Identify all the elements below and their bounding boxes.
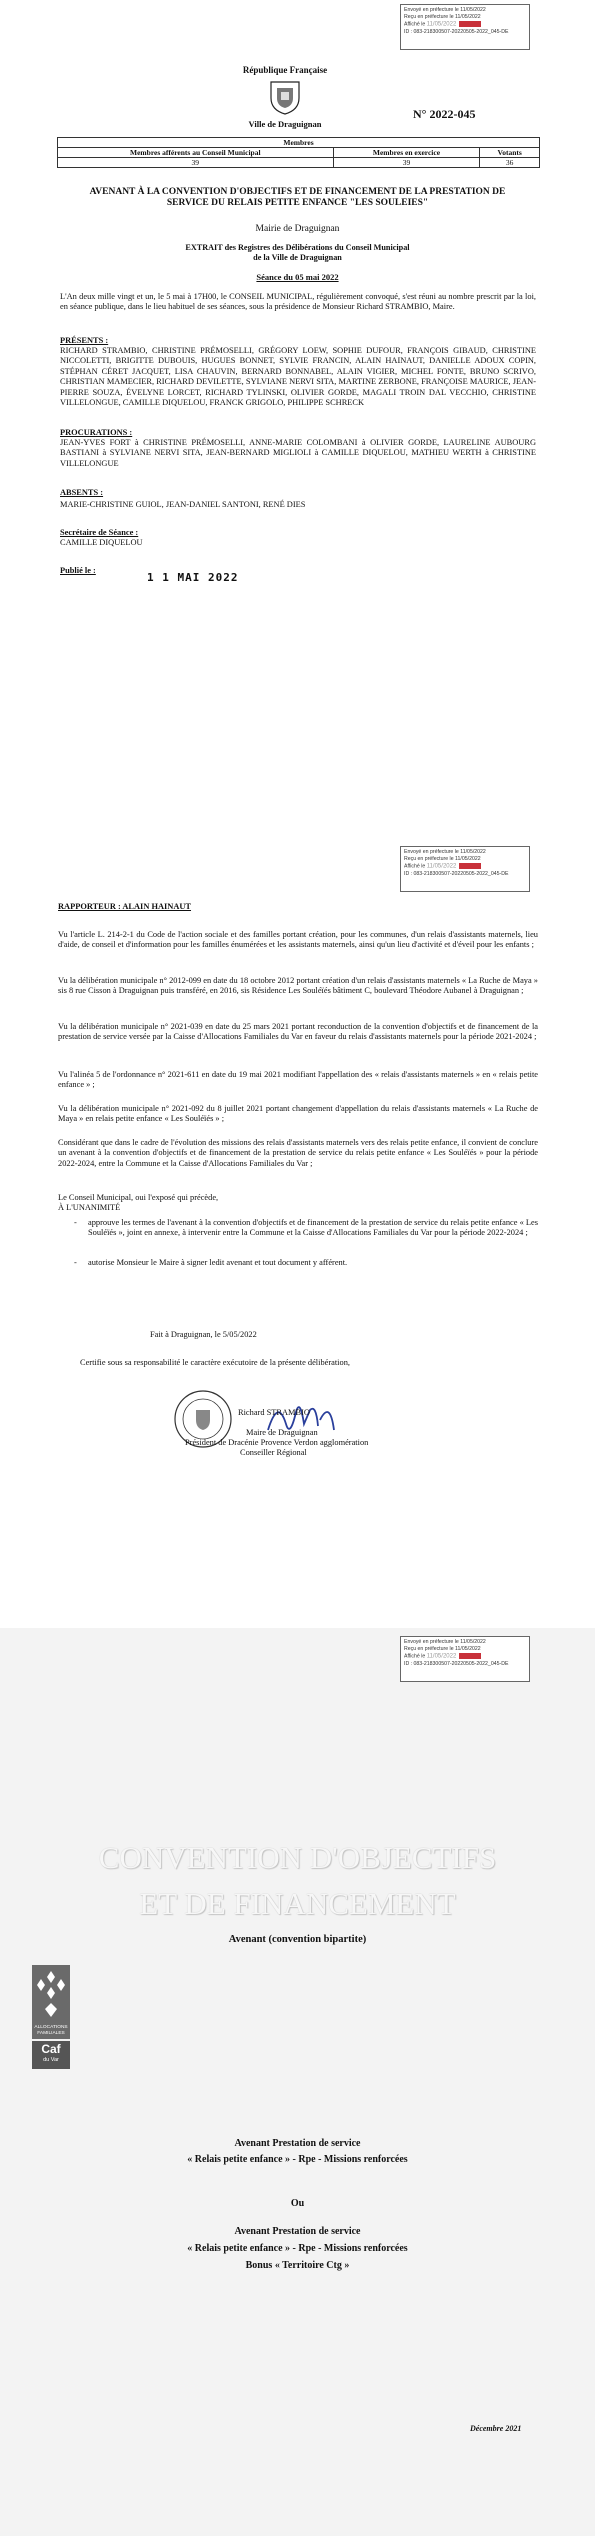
signatory-role: Conseiller Régional bbox=[240, 1448, 307, 1457]
avenant-line: Bonus « Territoire Ctg » bbox=[245, 2260, 350, 2271]
stamp-line: ID : 083-218300507-20220505-2022_045-DE bbox=[404, 870, 509, 877]
signatory-role: Président de Dracénie Provence Verdon agglomération bbox=[185, 1438, 369, 1447]
members-title: Membres bbox=[58, 138, 540, 148]
convention-title: CONVENTION D'OBJECTIFS bbox=[98, 1840, 497, 1875]
stamp-line: Affiché le bbox=[404, 1653, 426, 1660]
stamp-line: Envoyé en préfecture le 11/05/2022 bbox=[404, 849, 486, 855]
vu-paragraph: Vu la délibération municipale n° 2012-099 en date du 18 octobre 2012 portant création d'un relais d'assistants maternels « La Ruche de Maya » sis 8 rue Cisson à Draguignan puis transféré, en 2016, sis Résidence Les Souléïés bâtiment C, boulevard Théodore Aubanel à Draguignan ; bbox=[58, 976, 538, 996]
stamp-line: Envoyé en préfecture le 11/05/2022 bbox=[404, 1639, 486, 1645]
conseil-line: Le Conseil Municipal, oui l'exposé qui précède, bbox=[58, 1193, 219, 1202]
decision-item: autorise Monsieur le Maire à signer ledit avenant et tout document y afférent. bbox=[88, 1258, 348, 1267]
convention-cover-page bbox=[0, 1628, 595, 2536]
presents-heading: PRÉSENTS : bbox=[60, 336, 109, 345]
publie-heading: Publié le : bbox=[60, 566, 96, 575]
stamp-line: Affiché le bbox=[404, 863, 426, 870]
stamp-badge bbox=[459, 1653, 481, 1659]
bullet-dash: - bbox=[74, 1258, 77, 1267]
absents-heading: ABSENTS : bbox=[60, 488, 104, 497]
members-value: 36 bbox=[480, 158, 540, 168]
stamp-ghost-date: 11/05/2022 bbox=[426, 21, 457, 28]
caf-text: FAMILIALES bbox=[37, 2031, 65, 2036]
avenant-or: Ou bbox=[290, 2198, 305, 2209]
extrait-line: de la Ville de Draguignan bbox=[253, 253, 342, 262]
convention-title: ET DE FINANCEMENT bbox=[139, 1886, 456, 1921]
avenant-line: Avenant Prestation de service bbox=[234, 2138, 361, 2149]
members-value: 39 bbox=[333, 158, 480, 168]
avenant-line: « Relais petite enfance » - Rpe - Missions renforcées bbox=[187, 2243, 408, 2254]
stamp-ghost-date: 11/05/2022 bbox=[426, 1653, 457, 1660]
bullet-dash: - bbox=[74, 1218, 77, 1227]
avenant-line: Avenant Prestation de service bbox=[234, 2226, 361, 2237]
certifie-line: Certifie sous sa responsabilité le caractère exécutoire de la présente délibération, bbox=[80, 1358, 350, 1367]
seance-date: Séance du 05 mai 2022 bbox=[256, 272, 339, 282]
stamp-badge bbox=[459, 21, 481, 27]
caf-logo bbox=[32, 1965, 70, 2075]
fait-line: Fait à Draguignan, le 5/05/2022 bbox=[150, 1330, 257, 1339]
signatory-name: Richard STRAMBIO bbox=[238, 1408, 310, 1417]
extrait-line: EXTRAIT des Registres des Délibérations du Conseil Municipal bbox=[185, 243, 410, 252]
unanimite-line: À L'UNANIMITÉ bbox=[58, 1203, 121, 1212]
mairie-label: Mairie de Draguignan bbox=[255, 224, 340, 234]
signatory-role: Maire de Draguignan bbox=[246, 1428, 318, 1437]
deliberation-number: N° 2022-045 bbox=[413, 107, 476, 121]
stamp-line: Affiché le bbox=[404, 21, 426, 28]
secretaire-heading: Secrétaire de Séance : bbox=[60, 528, 139, 537]
vu-paragraph: Vu la délibération municipale n° 2021-092 du 8 juillet 2021 portant changement d'appellation du relais d'assistants maternels « La Ruche de Maya » en relais petite enfance « Les Souléïés » ; bbox=[58, 1104, 538, 1124]
avenant-line: « Relais petite enfance » - Rpe - Missions renforcées bbox=[187, 2154, 408, 2165]
members-col-header: Membres afférents au Conseil Municipal bbox=[58, 148, 334, 158]
stamp-line: Envoyé en préfecture le 11/05/2022 bbox=[404, 7, 486, 13]
presents-list: RICHARD STRAMBIO, CHRISTINE PRÉMOSELLI, GRÉGORY LOEW, SOPHIE DUFOUR, FRANÇOIS GIBAUD, CHRISTINE NICCOLETTI, BRIGITTE DUBOUIS, HUGUES BONNET, SYLVIE FRANCIN, ALAIN HAINAUT, DANIELLE ADOUX COPIN, STÉPHAN CÉRET JACQUET, LISA CHAUVIN, BERNARD BONNABEL, ALAIN VIGIER, MICHEL FONTE, BRUNO SCRIVO, CHRISTIAN MAMECIER, RICHARD DEVILETTE, SYLVIANE NERVI SITA, MARTINE ZERBONE, FRANÇOISE MAURICE, JEAN-PIERRE SOUZA, ÉVELYNE LORCET, RICHARD TYLINSKI, OLIVIER GORDE, MAGALI TROIN DAL VECCHIO, CHRISTINE VILLELONGUE, CAMILLE DIQUELOU, FRANCK GRIGOLO, PHILIPPE SCHRECK bbox=[60, 346, 536, 408]
members-col-header: Membres en exercice bbox=[333, 148, 480, 158]
stamp-line: Reçu en préfecture le 11/05/2022 bbox=[404, 856, 481, 863]
republic-label: République Française bbox=[242, 65, 328, 75]
vu-paragraph: Vu l'alinéa 5 de l'ordonnance n° 2021-611 en date du 19 mai 2021 modifiant l'appellation des « relais d'assistants maternels » en « relais petite enfance » ; bbox=[58, 1070, 538, 1090]
caf-region: du Var bbox=[43, 2057, 59, 2063]
members-table bbox=[57, 137, 540, 168]
stamp-line: ID : 083-218300507-20220505-2022_045-DE bbox=[404, 28, 509, 35]
secretaire-name: CAMILLE DIQUELOU bbox=[60, 538, 143, 547]
absents-list: MARIE-CHRISTINE GUIOL, JEAN-DANIEL SANTONI, RENÉ DIES bbox=[60, 500, 306, 509]
city-crest-icon bbox=[268, 78, 302, 116]
stamp-line: Reçu en préfecture le 11/05/2022 bbox=[404, 14, 481, 21]
caf-emblem-icon bbox=[32, 1965, 70, 2023]
members-value: 39 bbox=[58, 158, 334, 168]
caf-name: Caf bbox=[41, 2042, 61, 2056]
considerant-paragraph: Considérant que dans le cadre de l'évolution des missions des relais d'assistants maternels vers des relais petite enfance, il convient de conclure un avenant à la convention d'objectifs et de financement de la prestation de service du relais petite enfance « Les Souléïés » pour la période 2022-2024, entre la Commune et la Caisse d'Allocations Familiales du Var ; bbox=[58, 1138, 538, 1168]
stamp-line: ID : 083-218300507-20220505-2022_045-DE bbox=[404, 1660, 509, 1667]
stamp-badge bbox=[459, 863, 481, 869]
stamp-ghost-date: 11/05/2022 bbox=[426, 863, 457, 870]
vu-paragraph: Vu la délibération municipale n° 2021-039 en date du 25 mars 2021 portant reconduction de la convention d'objectifs et de financement de la prestation de service versée par la Caisse d'Allocations Familiales du Var en faveur du relais d'assistants maternels pour la période 2021-2024 ; bbox=[58, 1022, 538, 1042]
convention-subtitle: Avenant (convention bipartite) bbox=[228, 1934, 367, 1945]
members-col-header: Votants bbox=[480, 148, 540, 158]
prefecture-stamp bbox=[400, 846, 530, 892]
document-date: Décembre 2021 bbox=[470, 2424, 522, 2433]
rapporteur-label: RAPPORTEUR : ALAIN HAINAUT bbox=[58, 902, 192, 911]
decision-item: approuve les termes de l'avenant à la convention d'objectifs et de financement de la prestation de service du relais petite enfance « Les Souléïés », joint en annexe, à intervenir entre la Commune et la Caisse d'Allocations Familiales du Var pour la période 2022-2024 ; bbox=[88, 1218, 538, 1238]
procurations-heading: PROCURATIONS : bbox=[60, 428, 133, 437]
prefecture-stamp bbox=[400, 4, 530, 50]
prefecture-stamp bbox=[400, 1636, 530, 1682]
vu-paragraph: Vu l'article L. 214-2-1 du Code de l'action sociale et des familles portant création, pour les communes, d'un relais d'assistants maternels, lieu d'aide, de conseil et d'information pour les familles énumérées et les assistants maternels, ainsi qu'un lieu d'activité et d'éveil pour les enfants ; bbox=[58, 930, 538, 950]
procurations-list: JEAN-YVES FORT à CHRISTINE PRÉMOSELLI, ANNE-MARIE COLOMBANI à OLIVIER GORDE, LAURELINE AUBOURG BASTIANI à SYLVIANE NERVI SITA, JEAN-BERNARD MIGLIOLI à CAMILLE DIQUELOU, MATHIEU WERTH à CHRISTINE VILLELONGUE bbox=[60, 438, 536, 468]
deliberation-title: AVENANT À LA CONVENTION D'OBJECTIFS ET DE FINANCEMENT DE LA PRESTATION DE SERVICE DU RELAIS PETITE ENFANCE "LES SOULEIES" bbox=[89, 187, 506, 208]
city-label: Ville de Draguignan bbox=[248, 119, 322, 129]
caf-text: ALLOCATIONS bbox=[34, 2025, 68, 2030]
stamp-line: Reçu en préfecture le 11/05/2022 bbox=[404, 1646, 481, 1653]
intro-paragraph: L'An deux mille vingt et un, le 5 mai à 17H00, le CONSEIL MUNICIPAL, régulièrement convoqué, s'est réuni au nombre prescrit par la loi, en séance publique, dans le lieu habituel de ses séances, sous la présidence de Monsieur Richard STRAMBIO, Maire. bbox=[60, 292, 536, 312]
publie-date-stamp: 1 1 MAI 2022 bbox=[147, 571, 239, 584]
